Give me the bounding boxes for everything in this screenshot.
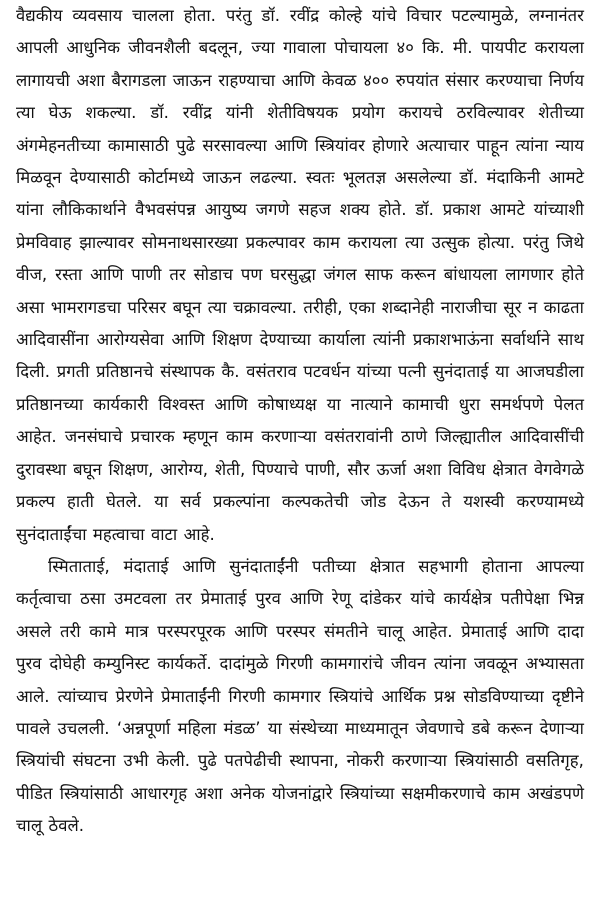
paragraph: वैद्यकीय व्यवसाय चालला होता. परंतु डॉ. रवींद्र कोल्हे यांचे विचार पटल्यामुळे, लग्नानंतर आपली आधुनिक जीवनशैली बदलून, ज्या गावाला पोचायला ४० कि. मी. पायपीट करायला लागायची अशा बैरागडला जाऊन राहण्याचा आणि केवळ ४०० रुपयांत संसार करण्याचा निर्णय त्या घेऊ शकल्या. डॉ. रवींद्र यांनी शेतीविषयक प्रयोग करायचे ठरविल्यावर शेतीच्या अंगमेहनतीच्या कामासाठी पुढे सरसावल्या आणि स्त्रियांवर होणारे अत्याचार पाहून त्यांना न्याय मिळवून देण्यासाठी कोर्टामध्ये जाऊन लढल्या. स्वतः भूलतज्ञ असलेल्या डॉ. मंदाकिनी आमटे यांना लौकिकार्थाने वैभवसंपन्न आयुष्य जगणे सहज शक्य होते. डॉ. प्रकाश आमटे यांच्याशी प्रेमविवाह झाल्यावर सोमनाथसारख्या प्रकल्पावर काम करायला त्या उत्सुक होत्या. परंतु जिथे वीज, रस्ता आणि पाणी तर सोडाच पण घरसुद्धा जंगल साफ करून बांधायला लागणार होते असा भामरागडचा परिसर बघून त्या चक्रावल्या. तरीही, एका शब्दानेही नाराजीचा सूर न काढता आदिवासींना आरोग्यसेवा आणि शिक्षण देण्याच्या कार्याला त्यांनी प्रकाशभाऊंना सर्वार्थाने साथ दिली. प्रगती प्रतिष्ठानचे संस्थापक कै. वसंतराव पटवर्धन यांच्या पत्नी सुनंदाताई या आजघडीला प्रतिष्ठानच्या कार्यकारी विश्वस्त आणि कोषाध्यक्ष या नात्याने कामाची धुरा समर्थपणे पेलत आहेत. जनसंघाचे प्रचारक म्हणून काम करणाऱ्या वसंतरावांनी ठाणे जिल्ह्यातील आदिवासींची दुरावस्था बघून शिक्षण, आरोग्य, शेती, पिण्याचे पाणी, सौर ऊर्जा अशा विविध क्षेत्रात वेगवेगळे प्रकल्प हाती घेतले. या सर्व प्रकल्पांना कल्पकतेची जोड देऊन ते यशस्वी करण्यामध्ये सुनंदाताईंचा महत्वाचा वाटा आहे. — [16, 6, 584, 544]
paragraph: स्मिताताई, मंदाताई आणि सुनंदाताईंनी पतीच्या क्षेत्रात सहभागी होताना आपल्या कर्तृत्वाचा ठसा उमटवला तर प्रेमाताई पुरव आणि रेणू दांडेकर यांचे कार्यक्षेत्र पतीपेक्षा भिन्न असले तरी कामे मात्र परस्परपूरक आणि परस्पर संमतीने चालू आहेत. प्रेमाताई आणि दादा पुरव दोघेही कम्युनिस्ट कार्यकर्ते. दादांमुळे गिरणी कामगारांचे जीवन त्यांना जवळून अभ्यासता आले. त्यांच्याच प्रेरणेने प्रेमाताईंनी गिरणी कामगार स्त्रियांचे आर्थिक प्रश्न सोडविण्याच्या दृष्टीने पावले उचलली. ‘अन्नपूर्णा महिला मंडळ’ या संस्थेच्या माध्यमातून जेवणाचे डबे करून देणाऱ्या स्त्रियांची संघटना उभी केली. पुढे पतपेढीची स्थापना, नोकरी करणाऱ्या स्त्रियांसाठी वसतिगृह, पीडित स्त्रियांसाठी आधारगृह अशा अनेक योजनांद्वारे स्त्रियांच्या सक्षमीकरणाचे काम अखंडपणे चालू ठेवले. — [16, 556, 584, 836]
